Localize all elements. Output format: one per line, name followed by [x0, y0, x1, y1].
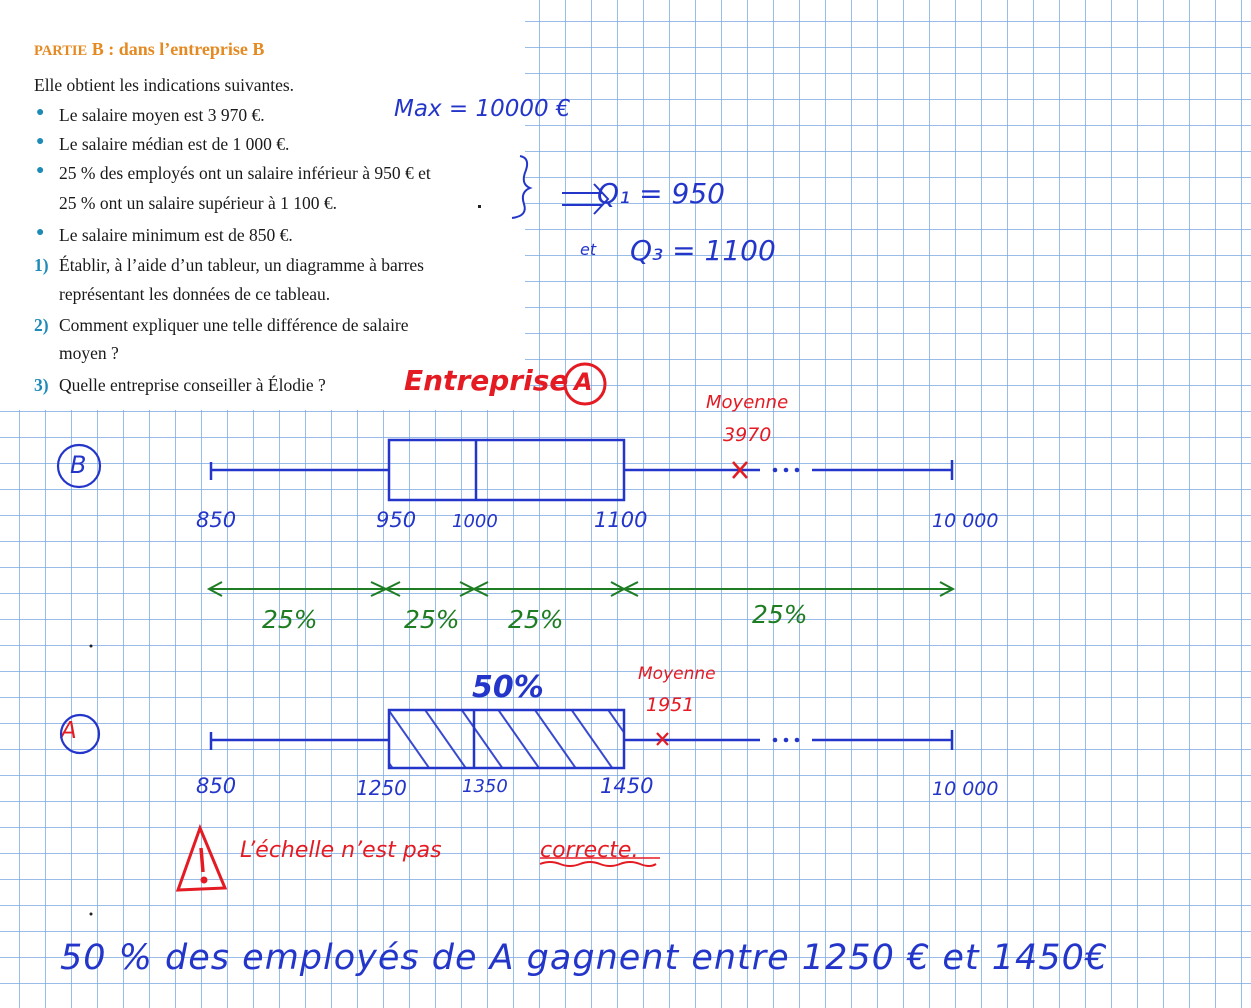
boxplot-a-label: A [61, 718, 77, 744]
tick-label-b: 850 [196, 508, 237, 532]
mean-b-label: Moyenne [706, 392, 789, 413]
wavy-underline [540, 862, 656, 866]
ellipsis-dots-a [773, 738, 800, 743]
implies-arrow-icon [562, 184, 608, 214]
quartile-arrows [209, 582, 953, 596]
bullet-item: Le salaire médian est de 1 000 €. [59, 134, 290, 154]
question-text: Comment expliquer une telle différence de salaire [59, 315, 409, 335]
mean-a-label: Moyenne [638, 664, 716, 684]
bullet-item: Le salaire minimum est de 850 €. [59, 225, 293, 245]
box-share-label: 50% [472, 670, 544, 705]
quarter-label: 25% [404, 605, 460, 634]
tick-label-b: 1100 [594, 508, 648, 532]
conclusion-text: 50 % des employés de A gagnent entre 1250 € et 1450€ [60, 938, 1109, 978]
tick-label-b: 1000 [452, 511, 498, 532]
bullet-icon: ● [36, 105, 45, 120]
bullet-icon: ● [36, 163, 45, 178]
dot-mark [90, 913, 93, 916]
warning-triangle-icon [178, 828, 225, 890]
tick-label-a: 1250 [356, 776, 407, 800]
tick-label-a: 1450 [600, 774, 654, 798]
quarter-label: 25% [508, 605, 564, 634]
question-number: 3) [34, 375, 49, 395]
box [389, 440, 624, 500]
boxplot-b-circle [58, 445, 100, 487]
mean-a-value: 1951 [646, 694, 695, 716]
intro-text: Elle obtient les indications suivantes. [34, 75, 295, 95]
q3-prefix: et [580, 240, 597, 259]
max-note: Max = 10000 € [394, 96, 571, 122]
mean-b-value: 3970 [723, 424, 772, 446]
question-number: 2) [34, 315, 49, 335]
warning-underlined-text: correcte. [540, 838, 639, 863]
bullet-item: Le salaire moyen est 3 970 €. [59, 105, 265, 125]
question-number: 1) [34, 255, 49, 275]
part-title-rest: B : dans l’entreprise B [91, 39, 265, 59]
question-text: représentant les données de ce tableau. [59, 284, 331, 304]
bullet-item: 25 % des employés ont un salaire inférieur à 950 € et [59, 163, 431, 183]
quarter-label: 25% [752, 600, 808, 629]
q3-note: Q₃ = 1100 [630, 234, 776, 267]
question-text: moyen ? [59, 343, 119, 363]
warning-text: L’échelle n’est pas [240, 838, 442, 863]
tick-label-a: 10 000 [932, 778, 999, 800]
dot-mark [90, 645, 93, 648]
ellipsis-dots-b [773, 468, 800, 473]
bullet-icon: ● [36, 134, 45, 149]
question-text: Établir, à l’aide d’un tableur, un diagramme à barres [59, 255, 424, 275]
part-title-prefix: PARTIE [34, 43, 88, 59]
tick-label-b: 950 [376, 508, 417, 532]
q1-note: Q₁ = 950 [597, 177, 725, 210]
tick-label-b: 10 000 [932, 510, 999, 532]
answer-text: Entreprise [404, 364, 569, 397]
brace-mark [512, 156, 530, 218]
answer-circled-letter: A [574, 368, 593, 396]
boxplot-b-label: B [70, 451, 87, 479]
tick-label-a: 850 [196, 774, 237, 798]
bullet-icon: ● [36, 225, 45, 240]
answer-circle [565, 364, 605, 404]
bullet-item-continuation: 25 % ont un salaire supérieur à 1 100 €. [59, 193, 337, 213]
hatched-box-fill [389, 710, 624, 768]
boxplot-a-circle [61, 715, 99, 753]
question-text: Quelle entreprise conseiller à Élodie ? [59, 375, 326, 395]
tick-label-a: 1350 [462, 776, 508, 797]
quarter-label: 25% [262, 605, 318, 634]
boxplot-b [211, 440, 952, 500]
